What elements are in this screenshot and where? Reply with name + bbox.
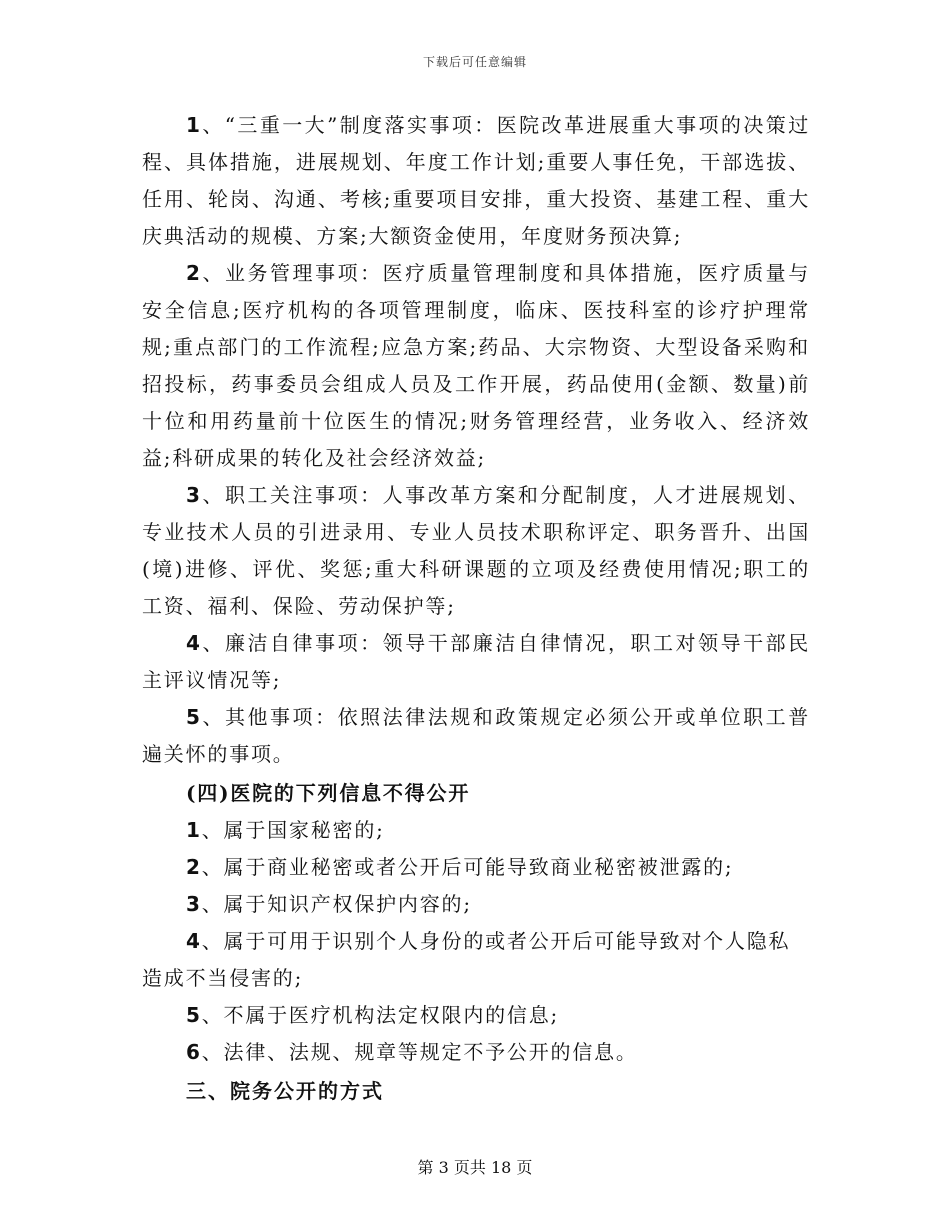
item-number: 1 [186,818,202,842]
paragraph-5 [142,699,810,773]
item-number: 6 [186,1040,202,1064]
page-footer: 第 3 页共 18 页 [417,1158,533,1177]
document-body [142,107,810,1110]
paragraph-text: 、其他事项：依照法律法规和政策规定必须公开或单位职工普遍关怀的事项。 [142,705,810,766]
item-number: 5 [186,1003,202,1027]
item-text: 、属于可用于识别个人身份的或者公开后可能导致对个人隐私造成不当侵害的; [142,929,791,990]
subheading: (四)医院的下列信息不得公开 [186,781,471,805]
paragraph-text: 、职工关注事项：人事改革方案和分配制度，人才进展规划、专业技术人员的引进录用、专业人员技术职称评定、职务晋升、出国(境)进修、评优、奖惩;重大科研课题的立项及经费使用情况;职工的工资、福利、保险、劳动保护等; [142,483,810,618]
paragraph-text: 、业务管理事项：医疗质量管理制度和具体措施，医疗质量与安全信息;医疗机构的各项管理制度，临床、医技科室的诊疗护理常规;重点部门的工作流程;应急方案;药品、大宗物资、大型设备采购和招投标，药事委员会组成人员及工作开展，药品使用(金额、数量)前十位和用药量前十位医生的情况;财务管理经营，业务收入、经济效益;科研成果的转化及社会经济效益; [142,261,810,470]
list-item-4 [142,923,810,997]
paragraph-number: 3 [186,483,202,507]
paragraph-4 [142,625,810,699]
section-heading: 三、院务公开的方式 [186,1079,384,1103]
item-text: 、属于商业秘密或者公开后可能导致商业秘密被泄露的; [201,855,734,879]
paragraph-number: 1 [186,113,202,137]
item-text: 、不属于医疗机构法定权限内的信息; [201,1003,560,1027]
item-number: 3 [186,892,202,916]
item-number: 4 [186,929,202,953]
list-item-5 [142,997,810,1034]
paragraph-text: 、廉洁自律事项：领导干部廉洁自律情况，职工对领导干部民主评议情况等; [142,631,810,692]
paragraph-number: 4 [186,631,202,655]
item-number: 2 [186,855,202,879]
page-header: 下载后可任意编辑 [422,55,527,69]
paragraph-1 [142,107,810,255]
paragraph-text: 、“三重一大”制度落实事项：医院改革进展重大事项的决策过程、具体措施，进展规划、年度工作计划;重要人事任免，干部选拔、任用、轮岗、沟通、考核;重要项目安排，重大投资、基建工程、重大庆典活动的规模、方案;大额资金使用，年度财务预决算; [142,113,810,248]
list-item-1 [142,812,810,849]
paragraph-2 [142,255,810,477]
paragraph-number: 5 [186,705,202,729]
paragraph-3 [142,477,810,625]
paragraph-number: 2 [186,261,202,285]
list-item-2 [142,849,810,886]
item-text: 、属于国家秘密的; [201,818,385,842]
list-item-3 [142,886,810,923]
item-text: 、法律、法规、规章等规定不予公开的信息。 [201,1040,638,1064]
list-item-6 [142,1034,810,1071]
item-text: 、属于知识产权保护内容的; [201,892,472,916]
